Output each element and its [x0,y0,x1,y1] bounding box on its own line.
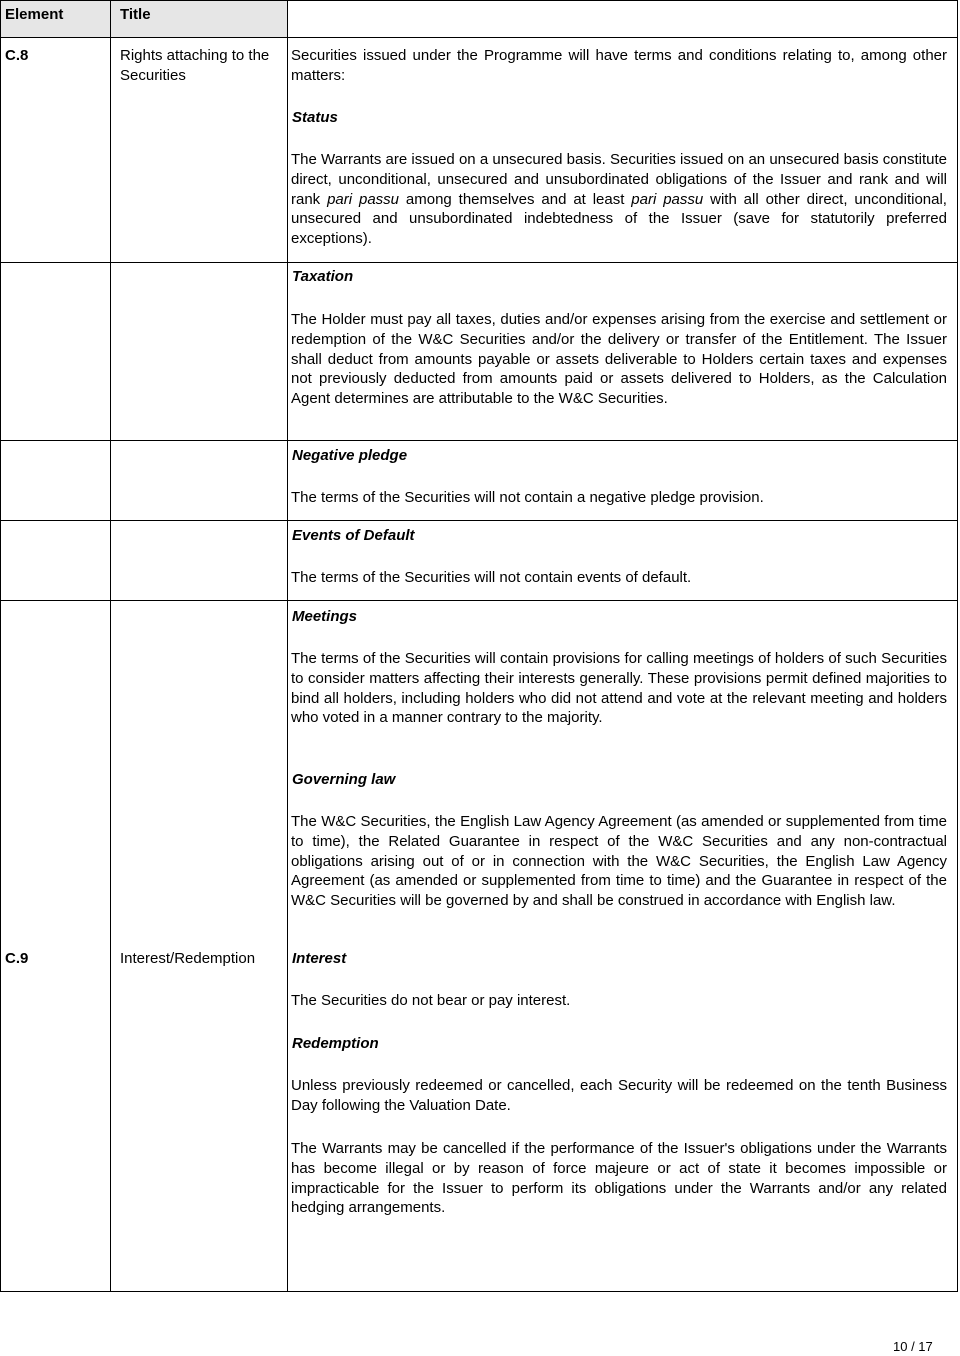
redemption-cancellation-paragraph: The Warrants may be cancelled if the performance of the Issuer's obligations under the Warrants has become illegal or by reason of force majeure or act of state it becomes impossible or impracticable for the Issuer to perform its obligations under the Warrants and/or any related hedging arrangements. [291,1140,947,1217]
meetings-paragraph: The terms of the Securities will contain provisions for calling meetings of holders of such Securities to consider matters affecting their interests generally. These provisions permit defined majorities to bind all holders, including holders who did not attend and vote at the relevant meeting and holders who voted in a manner contrary to the majority. [291,650,947,727]
redemption-paragraph: Unless previously redeemed or cancelled, each Security will be redeemed on the tenth Business Day following the Valuation Date. [291,1077,947,1114]
header-title: Title [120,6,151,23]
negative-pledge-paragraph: The terms of the Securities will not contain a negative pledge provision. [291,489,764,506]
section-heading-status: Status [292,109,338,126]
section-heading-interest: Interest [292,950,347,967]
section-heading-governing-law: Governing law [292,771,396,788]
table-border-left [0,0,1,1292]
header-divider [0,37,958,38]
element-id: C.8 [5,47,29,64]
section-heading-events-of-default: Events of Default [292,527,415,544]
page-break-divider [0,600,958,601]
governing-law-paragraph: The W&C Securities, the English Law Agency Agreement (as amended or supplemented from time to time), the Related Guarantee in respect of the W&C Securities and any non-contractual obligations arising out of or in connection with the W&C Securities, the English Law Agency Agreement (as amended or supplemented from time to time) and the Guarantee in respect of the W&C Securities will be governed by and shall be construed in accordance with English law. [291,813,947,910]
page-break-divider [0,520,958,521]
page-break-divider [0,262,958,263]
status-paragraph: The Warrants are issued on a unsecured basis. Securities issued on an unsecured basis constitute direct, unconditional, unsecured and unsubordinated obligations of the Issuer and rank and will rank pari passu among themselves and at least pari passu with all other direct, unconditional, unsecured and unsubordinated indebtedness of the Issuer (save for statutorily preferred exceptions). [291,151,947,248]
section-heading-redemption: Redemption [292,1035,379,1052]
page-number: 10 / 17 [893,1339,933,1354]
taxation-paragraph: The Holder must pay all taxes, duties and/or expenses arising from the exercise and settlement or redemption of the W&C Securities and/or the delivery or transfer of the Entitlement. The Issuer shall deduct from amounts payable or assets deliverable to Holders certain taxes and expenses not previously deducted from amounts paid or assets delivered to Holders, as the Calculation Agent determines are attributable to the W&C Securities. [291,311,947,408]
section-heading-taxation: Taxation [292,268,354,285]
element-title: Interest/Redemption [120,950,256,967]
header-element: Element [5,6,64,23]
section-heading-meetings: Meetings [292,608,358,625]
table-border-bottom [0,1291,958,1292]
table-border-right [957,0,958,1292]
column-divider-title [287,0,288,1292]
events-of-default-paragraph: The terms of the Securities will not contain events of default. [291,569,692,586]
column-divider-element [110,0,111,1292]
element-title: Rights attaching to the Securities [120,47,270,84]
element-id: C.9 [5,950,29,967]
table-border-top [0,0,958,1]
page-break-divider [0,440,958,441]
interest-paragraph: The Securities do not bear or pay interest. [291,992,571,1009]
intro-text: Securities issued under the Programme will have terms and conditions relating to, among other matters: [291,47,947,84]
section-heading-negative-pledge: Negative pledge [292,447,408,464]
